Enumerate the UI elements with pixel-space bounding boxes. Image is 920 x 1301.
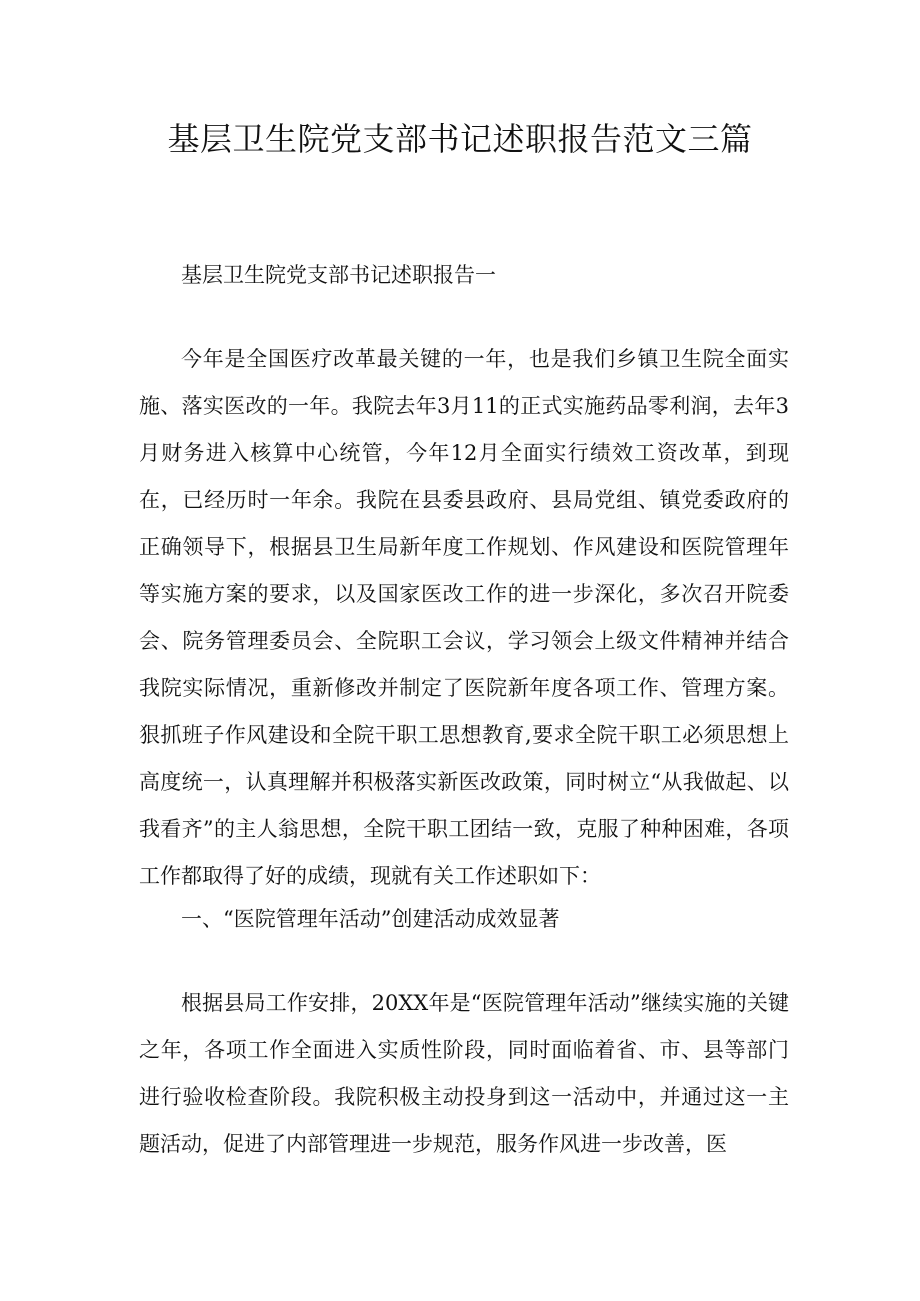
- paragraph-hospital-management: 根据县局工作安排，20XX年是“医院管理年活动”继续实施的关键之年，各项工作全面进入实质性阶段，同时面临着省、市、县等部门进行验收检查阶段。我院积极主动投身到这一活动中，并通过这一主题活动，促进了内部管理进一步规范，服务作风进一步改善，医: [139, 991, 789, 1156]
- document-title: 基层卫生院党支部书记述职报告范文三篇: [167, 120, 753, 158]
- section-heading-1: 一、“医院管理年活动”创建活动成效显著: [181, 907, 560, 931]
- report-title: 基层卫生院党支部书记述职报告一: [181, 263, 496, 287]
- paragraph-intro: 今年是全国医疗改革最关键的一年，也是我们乡镇卫生院全面实施、落实医改的一年。我院去年3月11的正式实施药品零利润，去年3月财务进入核算中心统管，今年12月全面实行绩效工资改革，到现在，已经历时一年余。我院在县委县政府、县局党组、镇党委政府的正确领导下，根据县卫生局新年度工作规划、作风建设和医院管理年等实施方案的要求，以及国家医改工作的进一步深化，多次召开院委会、院务管理委员会、全院职工会议，学习领会上级文件精神并结合我院实际情况，重新修改并制定了医院新年度各项工作、管理方案。狠抓班子作风建设和全院干职工思想教育,要求全院干职工必须思想上高度统一，认真理解并积极落实新医改政策，同时树立“从我做起、以我看齐”的主人翁思想，全院干职工团结一致，克服了种种困难，各项工作都取得了好的成绩，现就有关工作述职如下：: [139, 347, 789, 888]
